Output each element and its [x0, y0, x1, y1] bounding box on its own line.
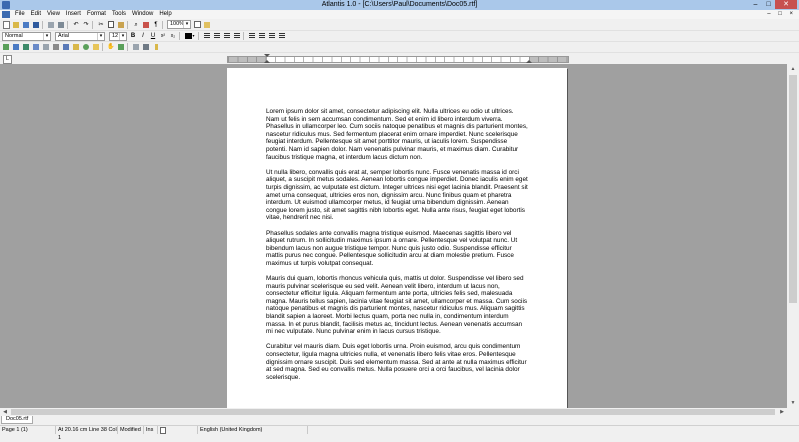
tab-stop-selector[interactable]: L — [3, 55, 12, 64]
title-bar — [0, 0, 799, 10]
menu-format[interactable]: Format — [86, 11, 106, 17]
chevron-down-icon: ▾ — [43, 33, 50, 40]
italic-button[interactable]: I — [142, 33, 144, 39]
scroll-up-icon[interactable]: ▲ — [790, 66, 796, 72]
maximize-button[interactable]: □ — [766, 1, 771, 8]
insert-link-icon[interactable] — [42, 43, 50, 51]
new-icon[interactable] — [2, 21, 10, 29]
bullets-icon[interactable] — [278, 32, 286, 40]
font-value: Arial — [58, 32, 70, 39]
justify-icon[interactable] — [233, 32, 241, 40]
status-position: At 20.16 cm Line 38 Col 1 — [58, 427, 117, 441]
menu-window[interactable]: Window — [131, 11, 154, 17]
document-tabs — [0, 416, 799, 424]
paragraph[interactable]: Lorem ipsum dolor sit amet, consectetur adipiscing elit. Nulla ultrices eu odio ut ultrices. Nam ut felis in sem accumsan condimentum. Sed et enim id libero interdum viverra. Phasellus in ullamcorper leo. Cum sociis natoque penatibus et magnis dis parturient montes, nascetur ridiculus mus. Sed fermentum placerat enim ornare imperdiet. Nunc scelerisque feugiat interdum. Pellentesque sit amet porttitor mauris, ut iaculis lorem. Suspendisse potenti. Nam id sapien dolor. Nam venenatis pulvinar mauris, et maximus diam. Curabitur faucibus tristique magna, et interdum lacus dictum non. — [266, 108, 528, 161]
scroll-left-icon[interactable]: ◀ — [3, 409, 7, 415]
comment-icon[interactable] — [92, 43, 100, 51]
chevron-down-icon: ▾ — [183, 21, 190, 28]
subscript-button[interactable]: x₂ — [170, 33, 176, 39]
hand-icon[interactable]: ✋ — [107, 44, 115, 50]
document-page[interactable] — [227, 68, 567, 408]
menu-help[interactable]: Help — [159, 11, 172, 17]
menu-bar — [0, 10, 799, 19]
undo-icon[interactable]: ↶ — [73, 21, 79, 28]
open-icon[interactable] — [12, 21, 20, 29]
decrease-indent-icon[interactable] — [248, 32, 256, 40]
underline-button[interactable]: U — [150, 33, 156, 39]
cut-icon[interactable]: ✂ — [98, 21, 104, 28]
vertical-scroll-thumb[interactable] — [789, 75, 797, 303]
increase-indent-icon[interactable] — [258, 32, 266, 40]
autotext-icon[interactable] — [52, 43, 60, 51]
insert-symbol-icon[interactable] — [32, 43, 40, 51]
menu-view[interactable]: View — [47, 11, 60, 17]
word-count-icon[interactable] — [62, 43, 70, 51]
horizontal-scrollbar[interactable] — [0, 408, 799, 416]
font-select[interactable] — [55, 32, 105, 41]
document-icon[interactable] — [2, 11, 10, 18]
first-line-indent-marker[interactable] — [264, 54, 270, 57]
minimize-button[interactable]: – — [753, 1, 758, 8]
menu-tools[interactable]: Tools — [111, 11, 126, 17]
numbering-icon[interactable] — [268, 32, 276, 40]
ruler-scale[interactable] — [227, 56, 569, 63]
print-preview-icon[interactable] — [57, 21, 65, 29]
standard-toolbar — [0, 19, 799, 31]
tab-doc05[interactable]: Doc05.rtf — [1, 416, 33, 424]
status-page: Page 1 (1) — [0, 426, 56, 434]
style-value: Normal — [5, 32, 23, 39]
window-title: Atlantis 1.0 - [C:\Users\Paul\Documents\Doc05.rtf] — [321, 1, 478, 8]
calculator-icon[interactable] — [132, 43, 140, 51]
document-area — [0, 64, 787, 408]
ruler[interactable] — [0, 53, 799, 64]
status-language[interactable]: English (United Kingdom) — [198, 426, 308, 434]
paragraph[interactable]: Mauris dui quam, lobortis rhoncus vehicula quis, mattis ut dolor. Suspendisse vel libero sed mauris pulvinar scelerisque eu sed velit. Aenean velit libero, interdum ut lacus non, consectetur efficitur ligula. Aliquam fermentum ante porta, ultricies felis sed, malesuada magna. Mauris tellus sapien, lacinia vitae feugiat sit amet, ullamcorper et massa. Cum sociis natoque penatibus et magnis dis parturient montes, nascetur ridiculus mus. Aliquam sagittis blandit sapien a laoreet. Morbi lectus quam, porta nec nulla in, condimentum interdum massa. In et purus blandit, facilisis metus ac, tincidunt lectus. Aenean venenatis accumsan mi nec vulputate. Nunc pulvinar enim in lacus cursus tristique. — [266, 275, 528, 336]
zoom-select[interactable] — [167, 20, 191, 29]
copy-icon[interactable] — [107, 21, 115, 29]
chevron-down-icon: ▾ — [119, 33, 126, 40]
insert-table-icon[interactable] — [12, 43, 20, 51]
redo-icon[interactable]: ↷ — [83, 21, 89, 28]
font-color-button[interactable]: ▾ — [184, 32, 196, 40]
show-formatting-icon[interactable]: ¶ — [154, 21, 158, 28]
style-select[interactable] — [2, 32, 51, 41]
scroll-down-icon[interactable]: ▼ — [790, 400, 796, 406]
align-center-icon[interactable] — [213, 32, 221, 40]
spellcheck-icon[interactable] — [142, 21, 150, 29]
print-icon[interactable] — [47, 21, 55, 29]
size-select[interactable] — [109, 32, 127, 41]
home-icon[interactable] — [203, 21, 211, 29]
save-icon[interactable] — [22, 21, 30, 29]
vertical-scrollbar[interactable] — [787, 64, 799, 408]
formatting-toolbar — [0, 31, 799, 42]
size-value: 12 — [112, 32, 119, 39]
status-modified: Modified — [118, 426, 144, 434]
superscript-button[interactable]: x² — [160, 33, 166, 39]
color-picker-icon[interactable] — [117, 43, 125, 51]
zoom-value: 100% — [170, 21, 185, 27]
menu-edit[interactable]: Edit — [30, 11, 42, 17]
globe-icon[interactable] — [82, 43, 90, 51]
paragraph[interactable]: Curabitur vel mauris diam. Duis eget lobortis urna. Proin euismod, arcu quis condimentum consectetur, ligula magna ultricies nulla, et venenatis libero felis vitae eros. Pellentesque dignissim ornare suscipit. Duis sed elementum massa. Sed at ante at nulla maximus efficitur at sed magna. Sed eu convallis metus. Nulla posuere orci a orci faucibus, vel lacinia dolor scelerisque. — [266, 343, 527, 381]
highlight-icon[interactable] — [72, 43, 80, 51]
save-all-icon[interactable] — [32, 21, 40, 29]
find-icon[interactable]: ⌕ — [134, 21, 138, 28]
paragraph[interactable]: Phasellus sodales ante convallis magna tristique euismod. Maecenas sagittis libero vel aliquet rutrum. In sollicitudin maximus ipsum a ornare. Pellentesque vel volutpat nunc. Ut bibendum lacus non augue tristique tempor. Nunc quis justo odio. Suspendisse efficitur mattis purus nec congue. Pellentesque sollicitudin arcu at diam molestie pretium. Fusce maximus ut turpis volutpat consequat. — [266, 229, 518, 267]
scroll-right-icon[interactable]: ▶ — [780, 409, 784, 415]
left-indent-marker[interactable] — [264, 60, 270, 63]
menu-insert[interactable]: Insert — [65, 11, 81, 17]
mdi-controls[interactable]: – □ × — [767, 11, 796, 17]
horizontal-scroll-thumb[interactable] — [11, 409, 775, 415]
keyboard-icon[interactable] — [142, 43, 150, 51]
close-button[interactable]: ✕ — [775, 0, 797, 9]
status-insert-mode[interactable]: Ins — [144, 426, 158, 434]
paragraph[interactable]: Ut nulla libero, convallis quis erat at, semper lobortis nunc. Fusce venenatis massa id orci aliquet, a suscipit metus sodales. Aenean lobortis congue imperdiet. Donec iaculis enim eget turpis dignissim, ac vulputate est dictum. Integer ultrices nisi eget lacinia blandit. Praesent sit amet urna consequat, ultricies eros non, dignissim arcu. Nunc finibus quam et pharetra interdum. Ut euismod ullamcorper metus, id feugiat urna bibendum dignissim. Aenean congue lorem justo, sit amet sagittis nibh lobortis eget. Nulla ante risus, feugiat eget lobortis vitae, hendrerit nec nisi. — [266, 168, 528, 222]
document-body[interactable] — [266, 108, 528, 389]
insert-picture-icon[interactable] — [2, 43, 10, 51]
microphone-icon[interactable] — [152, 43, 160, 51]
align-right-icon[interactable] — [223, 32, 231, 40]
paste-icon[interactable] — [117, 21, 125, 29]
insert-object-icon[interactable] — [22, 43, 30, 51]
options-icon[interactable] — [193, 21, 201, 29]
menu-file[interactable]: File — [15, 11, 25, 17]
right-indent-marker[interactable] — [526, 60, 532, 63]
align-left-icon[interactable] — [203, 32, 211, 40]
bold-button[interactable]: B — [130, 33, 136, 39]
chevron-down-icon: ▾ — [97, 33, 104, 40]
tools-toolbar — [0, 42, 799, 53]
